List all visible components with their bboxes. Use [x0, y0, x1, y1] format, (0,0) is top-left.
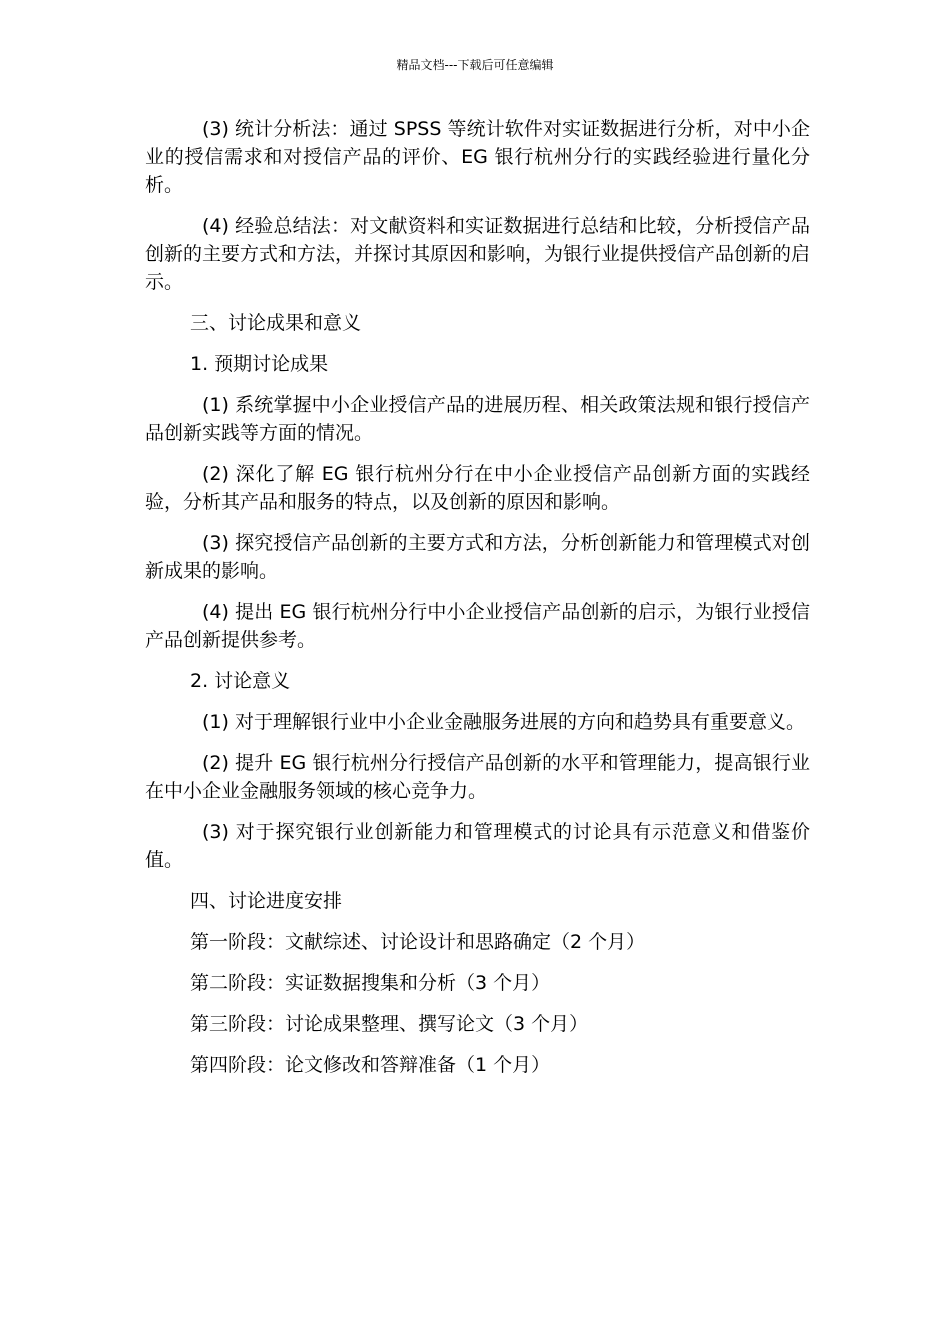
paragraph-result-4: (4) 提出 EG 银行杭州分行中小企业授信产品创新的启示，为银行业授信产品创新提供参考。: [145, 601, 810, 651]
schedule-stage-2: 第二阶段：实证数据搜集和分析（3 个月）: [190, 972, 551, 994]
paragraph-significance-3: (3) 对于探究银行业创新能力和管理模式的讨论具有示范意义和借鉴价值。: [145, 821, 810, 871]
paragraph-method-3: (3) 统计分析法：通过 SPSS 等统计软件对实证数据进行分析，对中小企业的授信需求和对授信产品的评价、EG 银行杭州分行的实践经验进行量化分析。: [145, 118, 810, 196]
section-heading-3: 三、讨论成果和意义: [190, 312, 362, 334]
document-body: [145, 115, 810, 1092]
paragraph-result-3: (3) 探究授信产品创新的主要方式和方法，分析创新能力和管理模式对创新成果的影响。: [145, 532, 810, 582]
subheading-expected-results: 1. 预期讨论成果: [190, 353, 329, 375]
paragraph-method-4: (4) 经验总结法：对文献资料和实证数据进行总结和比较，分析授信产品创新的主要方式和方法，并探讨其原因和影响，为银行业提供授信产品创新的启示。: [145, 215, 811, 293]
section-heading-4: 四、讨论进度安排: [190, 890, 343, 912]
paragraph-significance-1: (1) 对于理解银行业中小企业金融服务进展的方向和趋势具有重要意义。: [202, 711, 805, 733]
page-header: 精品文档---下载后可任意编辑: [396, 58, 554, 72]
schedule-stage-3: 第三阶段：讨论成果整理、撰写论文（3 个月）: [190, 1013, 589, 1035]
paragraph-result-2: (2) 深化了解 EG 银行杭州分行在中小企业授信产品创新方面的实践经验，分析其产品和服务的特点，以及创新的原因和影响。: [145, 463, 810, 513]
paragraph-result-1: (1) 系统掌握中小企业授信产品的进展历程、相关政策法规和银行授信产品创新实践等方面的情况。: [145, 394, 810, 444]
subheading-significance: 2. 讨论意义: [190, 670, 291, 692]
schedule-stage-4: 第四阶段：论文修改和答辩准备（1 个月）: [190, 1054, 551, 1076]
schedule-stage-1: 第一阶段：文献综述、讨论设计和思路确定（2 个月）: [190, 931, 646, 953]
paragraph-significance-2: (2) 提升 EG 银行杭州分行授信产品创新的水平和管理能力，提高银行业在中小企业金融服务领域的核心竞争力。: [145, 752, 810, 802]
